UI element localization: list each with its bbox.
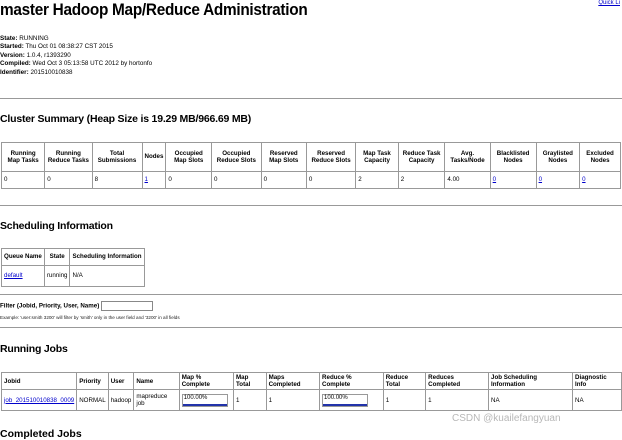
- cell-name: mapreduce job: [134, 390, 179, 411]
- col-running-map-tasks: Running Map Tasks: [2, 143, 45, 172]
- reduce-progress-fill: [323, 404, 367, 406]
- map-progress-fill: [183, 404, 227, 406]
- map-progress-bar: [182, 394, 228, 407]
- info-identifier: [0, 69, 152, 77]
- job-link[interactable]: job_201510010838_0009: [4, 396, 75, 404]
- cell-excluded-nodes: [580, 172, 621, 189]
- excluded-nodes-link[interactable]: 0: [582, 176, 586, 184]
- cell-avg-tasks-node: 4.00: [445, 172, 490, 189]
- col-queue-name: Queue Name: [2, 249, 45, 266]
- divider: [0, 327, 622, 328]
- nodes-link[interactable]: 1: [144, 176, 148, 184]
- cell-reduces-completed: 1: [426, 390, 489, 411]
- info-version: [0, 52, 152, 60]
- cell-job-scheduling-information: NA: [489, 390, 573, 411]
- col-map-total: Map Total: [233, 373, 266, 390]
- cell-reserved-reduce-slots: 0: [306, 172, 355, 189]
- divider: [0, 205, 622, 206]
- watermark: CSDN @kuailefangyuan: [452, 413, 561, 424]
- info-started: [0, 43, 152, 51]
- cell-reduce-total: 1: [383, 390, 425, 411]
- col-reduce-task-capacity: Reduce Task Capacity: [398, 143, 445, 172]
- graylisted-nodes-link[interactable]: 0: [538, 176, 543, 184]
- col-diagnostic-info: Diagnostic Info: [573, 373, 622, 390]
- col-reserved-map-slots: Reserved Map Slots: [261, 143, 306, 172]
- cell-running-map-tasks: 0: [2, 172, 45, 189]
- table-header-row: [2, 249, 145, 266]
- cell-reduce-task-capacity: 2: [398, 172, 445, 189]
- scheduling-info-heading: Scheduling Information: [0, 220, 113, 232]
- cell-occupied-reduce-slots: 0: [212, 172, 262, 189]
- info-label: Identifier:: [0, 68, 29, 76]
- blacklisted-nodes-link[interactable]: 0: [492, 176, 497, 184]
- table-header-row: [2, 373, 622, 390]
- cell-state: running: [44, 266, 70, 287]
- col-occupied-map-slots: Occupied Map Slots: [166, 143, 212, 172]
- info-value: Thu Oct 01 08:38:27 CST 2015: [25, 43, 113, 51]
- col-map-pct-complete: Map % Complete: [179, 373, 233, 390]
- filter-input[interactable]: [101, 301, 153, 311]
- col-excluded-nodes: Excluded Nodes: [580, 143, 621, 172]
- info-label: State:: [0, 35, 18, 42]
- quick-links-link[interactable]: Quick Li: [598, 0, 620, 6]
- cell-graylisted-nodes: [536, 172, 580, 189]
- cluster-summary-table: [1, 142, 621, 189]
- col-reduces-completed: Reduces Completed: [426, 373, 489, 390]
- cell-diagnostic-info: NA: [573, 390, 622, 411]
- col-name: Name: [134, 373, 179, 390]
- cell-user: hadoop: [108, 390, 134, 411]
- info-label: Version:: [0, 51, 25, 59]
- col-priority: Priority: [77, 373, 108, 390]
- running-jobs-table: [1, 372, 622, 411]
- scheduling-table: [1, 248, 145, 287]
- filter-example: Example: 'user:smith 3200' will filter by 'smith' only in the user field and '3200' in all fields: [0, 315, 180, 320]
- cell-reduce-pct-complete: [320, 390, 384, 411]
- col-state: State: [44, 249, 70, 266]
- cell-nodes: [142, 172, 166, 189]
- cell-reserved-map-slots: 0: [261, 172, 306, 189]
- reduce-progress-text: 100.00%: [324, 394, 348, 401]
- table-header-row: [2, 143, 621, 172]
- col-jobid: Jobid: [2, 373, 77, 390]
- col-total-submissions: Total Submissions: [92, 143, 142, 172]
- map-progress-text: 100.00%: [183, 394, 208, 401]
- col-graylisted-nodes: Graylisted Nodes: [536, 143, 580, 172]
- col-avg-tasks-node: Avg. Tasks/Node: [445, 143, 490, 172]
- col-maps-completed: Maps Completed: [266, 373, 319, 390]
- cell-jobid: [2, 390, 77, 411]
- page-title: master Hadoop Map/Reduce Administration: [0, 1, 308, 19]
- reduce-progress-bar: [322, 394, 368, 407]
- info-value: 201510010838: [30, 68, 73, 76]
- col-blacklisted-nodes: Blacklisted Nodes: [490, 143, 536, 172]
- info-state: [0, 35, 152, 43]
- filter-label: Filter (Jobid, Priority, User, Name): [0, 302, 100, 310]
- queue-default-link[interactable]: default: [4, 272, 23, 280]
- cell-occupied-map-slots: 0: [166, 172, 212, 189]
- running-jobs-heading: Running Jobs: [0, 343, 68, 355]
- col-user: User: [108, 373, 134, 390]
- info-value: 1.0.4, r1393290: [26, 51, 71, 59]
- col-job-scheduling-information: Job Scheduling Information: [489, 373, 573, 390]
- cell-total-submissions: 8: [92, 172, 142, 189]
- col-map-task-capacity: Map Task Capacity: [356, 143, 399, 172]
- divider: [0, 98, 622, 99]
- cell-map-task-capacity: 2: [356, 172, 399, 189]
- cell-maps-completed: 1: [266, 390, 319, 411]
- col-reduce-total: Reduce Total: [383, 373, 425, 390]
- col-nodes: Nodes: [142, 143, 166, 172]
- cell-priority: NORMAL: [77, 390, 108, 411]
- job-tracker-info: [0, 35, 152, 77]
- cell-map-total: 1: [233, 390, 266, 411]
- info-value: RUNNING: [19, 35, 49, 42]
- col-occupied-reduce-slots: Occupied Reduce Slots: [212, 143, 262, 172]
- completed-jobs-heading: Completed Jobs: [0, 428, 82, 440]
- col-reduce-pct-complete: Reduce % Complete: [320, 373, 384, 390]
- info-compiled: [0, 60, 152, 68]
- cell-running-reduce-tasks: 0: [45, 172, 92, 189]
- cell-scheduling-information: N/A: [70, 266, 144, 287]
- info-value: Wed Oct 3 05:13:58 UTC 2012 by hortonfo: [32, 60, 153, 68]
- table-row: [2, 390, 622, 411]
- info-label: Compiled:: [0, 60, 31, 68]
- col-scheduling-information: Scheduling Information: [70, 249, 144, 266]
- table-row: [2, 172, 621, 189]
- cluster-summary-heading: Cluster Summary (Heap Size is 19.29 MB/966.69 MB): [0, 113, 252, 125]
- info-label: Started:: [0, 43, 24, 51]
- divider: [0, 294, 622, 295]
- cell-blacklisted-nodes: [490, 172, 536, 189]
- cell-queue-name: [2, 266, 45, 287]
- table-row: [2, 266, 145, 287]
- filter-row: [0, 301, 153, 311]
- col-running-reduce-tasks: Running Reduce Tasks: [45, 143, 92, 172]
- cell-map-pct-complete: [179, 390, 233, 411]
- col-reserved-reduce-slots: Reserved Reduce Slots: [306, 143, 355, 172]
